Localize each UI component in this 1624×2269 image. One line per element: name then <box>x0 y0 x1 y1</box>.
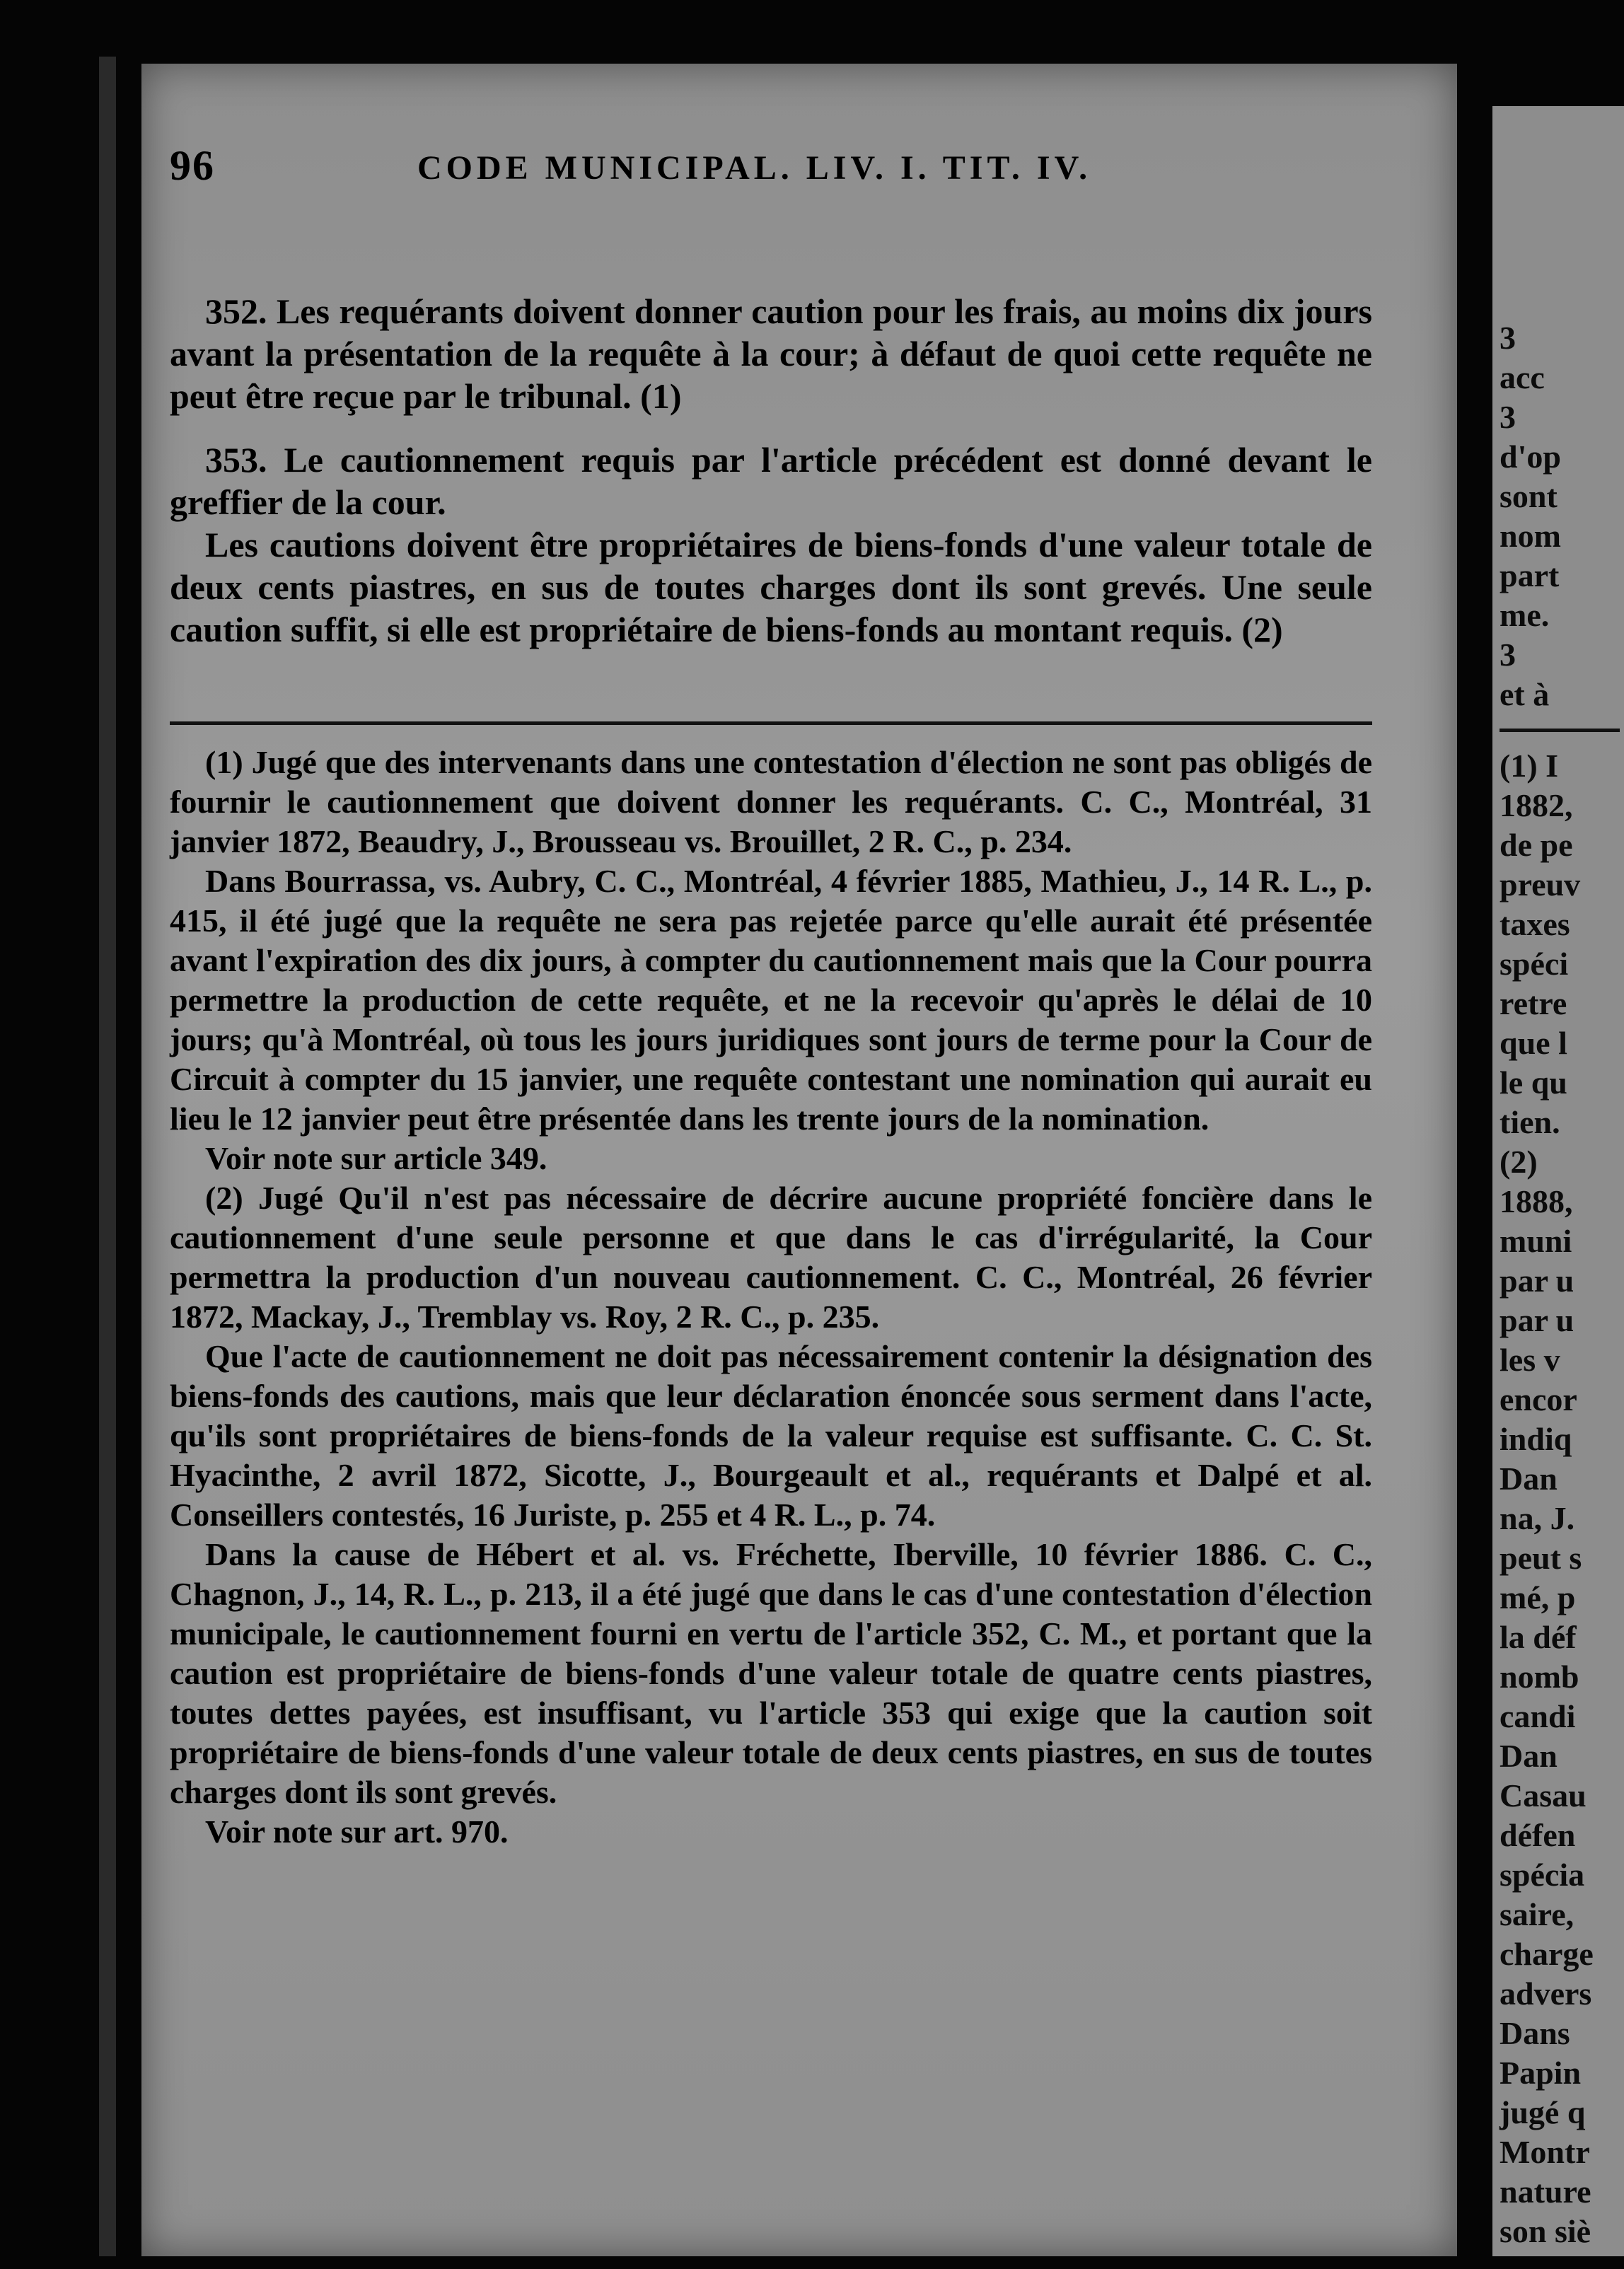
running-title: CODE MUNICIPAL. LIV. I. TIT. IV. <box>417 149 1092 187</box>
note-1-bourrassa: Dans Bourrassa, vs. Aubry, C. C., Montréal, 4 février 1885, Mathieu, J., 14 R. L., p. 415, il été jugé que la requête ne sera pas rejetée parce qu'elle aurait été présentée avant l'expiration des dix jours, à compter du cautionnement mais que la Cour pourra permettre la production de cette requête, et ne la recevoir qu'après le délai de 10 jours; qu'à Montréal, où tous les jours juridiques sont jours de terme pour la Cour de Circuit à compter du 15 janvier, une requête contestant une nomination qui aurait eu lieu le 12 janvier peut être présentée dans les trente jours de la nomination. <box>170 863 1372 1137</box>
next-page-divider <box>1500 729 1620 732</box>
next-page-bottom-fragments <box>1492 746 1624 2251</box>
fragment-line: 3 <box>1500 637 1516 673</box>
fragment-line: 3 <box>1500 320 1516 356</box>
fragment-line: spécia <box>1500 1857 1585 1893</box>
fragment-line: nom <box>1500 518 1561 554</box>
fragment-line: saire, <box>1500 1896 1574 1932</box>
fragment-line: nature <box>1500 2174 1591 2210</box>
fragment-line: candi <box>1500 1698 1576 1734</box>
fragment-line: d'op <box>1500 439 1561 475</box>
note-1: (1) Jugé que des intervenants dans une contestation d'élection ne sont pas obligés de fournir le cautionnement que doivent donner les requérants. C. C., Montréal, 31 janvier 1872, Beaudry, J., Brousseau vs. Brouillet, 2 R. C., p. 234. <box>170 744 1372 859</box>
fragment-line: son siè <box>1500 2213 1591 2249</box>
fragment-line: de pe <box>1500 827 1573 863</box>
article-353-para-2: Les cautions doivent être propriétaires de biens-fonds d'une valeur totale de deux cents piastres, en sus de toutes charges dont ils sont grevés. Une seule caution suffit, si elle est propriétaire de biens-fonds au montant requis. (2) <box>170 525 1372 649</box>
note-2-hebert: Dans la cause de Hébert et al. vs. Fréchette, Iberville, 10 février 1886. C. C., Chagnon, J., 14, R. L., p. 213, il a été jugé que dans le cas d'une contestation d'élection municipale, le cautionnement fourni en vertu de l'article 352, C. M., et portant que la caution est propriétaire de biens-fonds d'une valeur totale de quatre cents piastres, toutes dettes payées, est insuffisant, vu l'article 353 qui exige que la caution soit propriétaire de biens-fonds d'une valeur totale de deux cents piastres, en sus de toutes charges dont ils sont grevés. <box>170 1536 1372 1810</box>
article-353: 353. Le cautionnement requis par l'article précédent est donné devant le greffier de la cour. <box>170 440 1372 522</box>
fragment-line: tien. <box>1500 1104 1560 1140</box>
fragment-line: les v <box>1500 1342 1560 1378</box>
next-page-top-fragments <box>1492 318 1624 714</box>
fragment-line: par u <box>1500 1302 1574 1338</box>
fragment-line: Dans <box>1500 2015 1570 2051</box>
fragment-line: jugé q <box>1500 2094 1586 2130</box>
fragment-line: 1888, <box>1500 1183 1573 1219</box>
note-2: (2) Jugé Qu'il n'est pas nécessaire de décrire aucune propriété foncière dans le cautionnement d'une seule personne et que dans le cas d'irrégularité, la Cour permettra la production d'un nouveau cautionnement. C. C., Montréal, 26 février 1872, Mackay, J., Tremblay vs. Roy, 2 R. C., p. 235. <box>170 1180 1372 1335</box>
adjacent-page-edge <box>1492 106 1624 2256</box>
fragment-line: Montr <box>1500 2134 1590 2170</box>
page-header <box>170 141 1372 198</box>
page-number: 96 <box>170 142 215 189</box>
note-2-acte: Que l'acte de cautionnement ne doit pas nécessairement contenir la désignation des biens-fonds des cautions, mais que leur déclaration énoncée sous serment dans l'acte, qu'ils sont propriétaires de biens-fonds de la valeur requise est suffisante. C. C. St. Hyacinthe, 2 avril 1872, Sicotte, J., Bourgeault et al., requérants et Dalpé et al. Conseillers contestés, 16 Juriste, p. 255 et 4 R. L., p. 74. <box>170 1338 1372 1533</box>
fragment-line: 1882, <box>1500 787 1573 823</box>
fragment-line: et à <box>1500 676 1550 712</box>
fragment-line: muni <box>1500 1223 1572 1259</box>
note-1-see-also: Voir note sur article 349. <box>205 1140 547 1176</box>
article-text <box>170 290 1372 651</box>
footnotes <box>170 743 1372 1852</box>
fragment-line: preuv <box>1500 866 1581 903</box>
fragment-line: advers <box>1500 1975 1592 2012</box>
fragment-line: Casau <box>1500 1777 1587 1814</box>
fragment-line: indiq <box>1500 1421 1572 1457</box>
fragment-line: retre <box>1500 985 1567 1021</box>
fragment-line: spéci <box>1500 946 1569 982</box>
fragment-line: na, J. <box>1500 1500 1575 1536</box>
fragment-line: la déf <box>1500 1619 1577 1655</box>
fragment-line: mé, p <box>1500 1579 1576 1615</box>
fragment-line: peut s <box>1500 1540 1582 1576</box>
fragment-line: part <box>1500 557 1560 593</box>
footnote-divider <box>170 721 1372 725</box>
fragment-line: me. <box>1500 597 1550 633</box>
fragment-line: Dan <box>1500 1461 1558 1497</box>
fragment-line: 3 <box>1500 399 1516 435</box>
fragment-line: taxes <box>1500 906 1570 942</box>
note-2-see-also: Voir note sur art. 970. <box>205 1814 509 1850</box>
fragment-line: (1) I <box>1500 748 1559 784</box>
fragment-line: le qu <box>1500 1064 1567 1101</box>
fragment-line: par u <box>1500 1263 1574 1299</box>
fragment-line: charge <box>1500 1936 1594 1972</box>
fragment-line: nomb <box>1500 1659 1579 1695</box>
fragment-line: que l <box>1500 1025 1567 1061</box>
fragment-line: Dan <box>1500 1738 1558 1774</box>
fragment-line: acc <box>1500 359 1545 395</box>
fragment-line: (2) <box>1500 1144 1538 1180</box>
article-352: 352. Les requérants doivent donner caution pour les frais, au moins dix jours avant la présentation de la requête à la cour; à défaut de quoi cette requête ne peut être reçue par le tribunal. (1) <box>170 291 1372 416</box>
film-edge <box>99 57 116 2256</box>
fragment-line: Papin <box>1500 2055 1582 2091</box>
fragment-line: défen <box>1500 1817 1576 1853</box>
fragment-line: sont <box>1500 478 1558 514</box>
fragment-line: encor <box>1500 1381 1577 1417</box>
